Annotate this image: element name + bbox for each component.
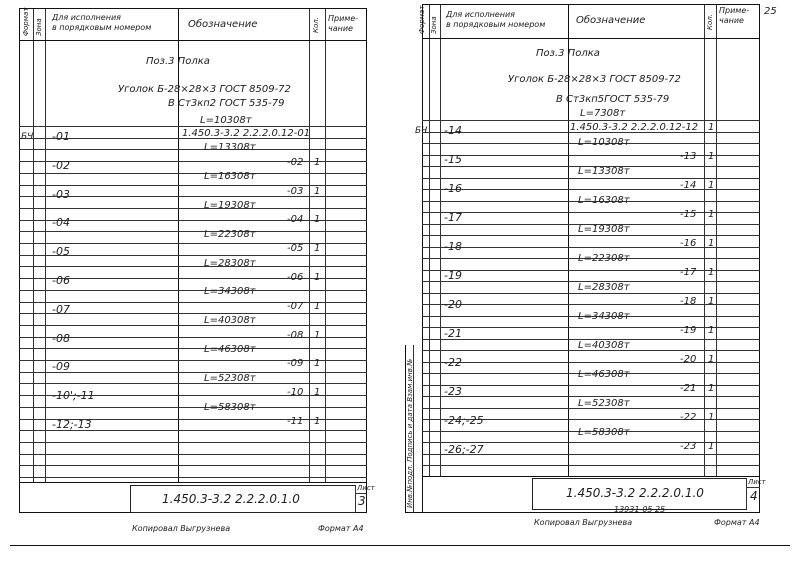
row-designation: L=28308т	[578, 281, 630, 293]
row-position: -22	[444, 356, 462, 369]
row-designation: -19	[680, 325, 697, 336]
row-position: -17	[444, 211, 462, 224]
copied-by: Копировал Выгрузнева	[132, 524, 231, 533]
row-designation: -22	[680, 412, 697, 423]
row-position: -05	[52, 245, 70, 259]
row-designation: -07	[287, 300, 304, 312]
row-qty: 1	[708, 151, 715, 162]
row-position: -07	[52, 302, 70, 316]
row-qty: 1	[314, 416, 321, 427]
row-qty: 1	[708, 180, 715, 191]
row-qty: 1	[708, 296, 715, 307]
header-qty: Кол.	[706, 14, 714, 30]
row-designation: L=13308т	[204, 142, 256, 154]
row-designation: L=46308т	[204, 344, 256, 355]
row-qty: 1	[708, 122, 715, 133]
format-mark: БЧ	[415, 126, 428, 136]
row-position: -21	[444, 327, 462, 340]
pos-title: Поз.3 Полка	[146, 56, 210, 67]
row-qty: 1	[314, 300, 321, 312]
row-qty: 1	[314, 214, 321, 226]
material-line-1: Уголок Б-28×28×3 ГОСТ 8509-72	[508, 74, 681, 85]
row-position: -04	[52, 216, 70, 230]
row-qty: 1	[708, 209, 715, 220]
header-format: Формат	[418, 5, 426, 34]
row-designation: -08	[287, 329, 304, 341]
sheet-label: Лист	[748, 478, 766, 486]
row-designation: L=19308т	[204, 200, 256, 211]
row-position: -26;-27	[444, 443, 484, 456]
row-designation: -23	[680, 441, 697, 452]
header-designation: Обозначение	[576, 15, 646, 26]
row-designation: L=22308т	[578, 252, 630, 264]
row-designation: L=16308т	[204, 171, 256, 183]
row-position: -03	[52, 187, 70, 201]
row-designation: -05	[287, 243, 304, 255]
row-qty: 1	[708, 354, 715, 365]
row-qty: 1	[708, 325, 715, 336]
right-sheet	[400, 0, 800, 566]
row-designation: L=19308т	[578, 223, 630, 235]
row-qty: 1	[708, 267, 715, 278]
sheet-number: 3	[358, 494, 366, 508]
row-position: -02	[52, 158, 70, 172]
header-position: Для исполнения в порядковым номером	[52, 13, 152, 32]
row-qty: 1	[314, 185, 321, 197]
header-note: Приме- чание	[328, 14, 359, 33]
row-qty: 1	[314, 358, 321, 370]
header-qty: Кол.	[312, 17, 320, 33]
row-position: -10';-11	[52, 389, 95, 403]
sheet-label: Лист	[357, 484, 375, 492]
row-designation: L=40308т	[578, 339, 630, 351]
row-designation: -21	[680, 383, 697, 394]
row-designation: L=34308т	[204, 286, 256, 298]
row-position: -15	[444, 153, 462, 166]
row-qty: 1	[314, 243, 321, 255]
row-designation: -04	[287, 214, 304, 226]
row-designation: L=40308т	[204, 315, 256, 327]
row-position: -24;-25	[444, 414, 484, 427]
material-line-1: Уголок Б-28×28×3 ГОСТ 8509-72	[118, 84, 291, 95]
row-designation: -15	[680, 209, 697, 220]
row-designation: L=58308т	[578, 426, 630, 438]
row-designation: -17	[680, 267, 697, 278]
row-qty: 1	[708, 441, 715, 452]
row-designation: -02	[287, 156, 304, 168]
base-length: L=7308т	[580, 108, 626, 119]
format-label: Формат А4	[318, 524, 364, 533]
row-designation: L=52308т	[204, 372, 256, 384]
row-position: -20	[444, 298, 462, 311]
row-position: -16	[444, 182, 462, 195]
row-designation: L=58308т	[204, 401, 256, 413]
row-designation: L=10308т	[578, 136, 630, 148]
sheet-number: 4	[750, 489, 758, 503]
row-designation: L=13308т	[578, 165, 630, 177]
material-line-2: В Ст3кп2 ГОСТ 535-79	[168, 98, 285, 109]
row-position: -08	[52, 331, 70, 345]
header-note: Приме- чание	[719, 6, 750, 25]
row-position: -19	[444, 269, 462, 282]
material-line-2: В Ст3кп5ГОСТ 535-79	[556, 94, 670, 105]
row-qty: 1	[708, 238, 715, 249]
row-position: -09	[52, 360, 70, 374]
row-qty: 1	[314, 329, 321, 341]
row-designation: -09	[287, 358, 304, 370]
row-designation: -13	[680, 151, 697, 162]
row-designation: -18	[680, 296, 697, 307]
row-designation: L=16308т	[578, 194, 630, 206]
row-designation: 1.450.3-3.2 2.2.2.0.12-01	[182, 128, 311, 139]
doc-code: 1.450.3-3.2 2.2.2.0.1.0	[566, 486, 704, 500]
page-number: 25	[764, 6, 777, 17]
row-qty: 1	[314, 387, 321, 399]
row-designation: L=28308т	[204, 257, 256, 269]
row-qty: 1	[708, 383, 715, 394]
row-position: -01	[52, 130, 70, 143]
archive-number: 13931-05 25	[614, 505, 666, 514]
base-length: L=10308т	[200, 115, 252, 126]
row-designation: L=46308т	[578, 368, 630, 380]
row-designation: -14	[680, 180, 697, 191]
header-zone: Зона	[430, 16, 438, 34]
row-designation: -11	[287, 416, 304, 427]
pos-title: Поз.3 Полка	[536, 48, 600, 59]
row-qty: 1	[314, 156, 321, 168]
format-mark: БЧ	[21, 132, 34, 142]
header-zone: Зона	[35, 18, 43, 36]
row-designation: L=34308т	[578, 310, 630, 322]
header-position: Для исполнения в порядковым номером	[446, 10, 546, 29]
copied-by: Копировал Выгрузнева	[534, 518, 633, 527]
header-designation: Обозначение	[188, 19, 258, 30]
row-designation: L=22308т	[204, 228, 256, 240]
doc-code: 1.450.3-3.2 2.2.2.0.1.0	[162, 492, 300, 506]
row-position: -23	[444, 385, 462, 398]
bottom-rule	[10, 545, 790, 546]
row-designation: -16	[680, 238, 697, 249]
row-position: -14	[444, 124, 462, 137]
row-designation: -03	[287, 185, 304, 197]
format-label: Формат А4	[714, 518, 760, 527]
row-qty: 1	[708, 412, 715, 423]
row-designation: -20	[680, 354, 697, 365]
row-designation: L=52308т	[578, 397, 630, 409]
row-position: -18	[444, 240, 462, 253]
row-position: -12;-13	[52, 418, 92, 431]
row-designation: -06	[287, 272, 304, 283]
row-qty: 1	[314, 272, 321, 283]
side-stamp: Инв.№подл. Подпись и дата Взам.инв.№	[406, 358, 414, 508]
row-position: -06	[52, 274, 70, 287]
row-designation: -10	[287, 387, 304, 399]
row-designation: 1.450.3-3.2 2.2.2.0.12-12	[570, 122, 699, 133]
header-format: Формат	[22, 7, 30, 36]
